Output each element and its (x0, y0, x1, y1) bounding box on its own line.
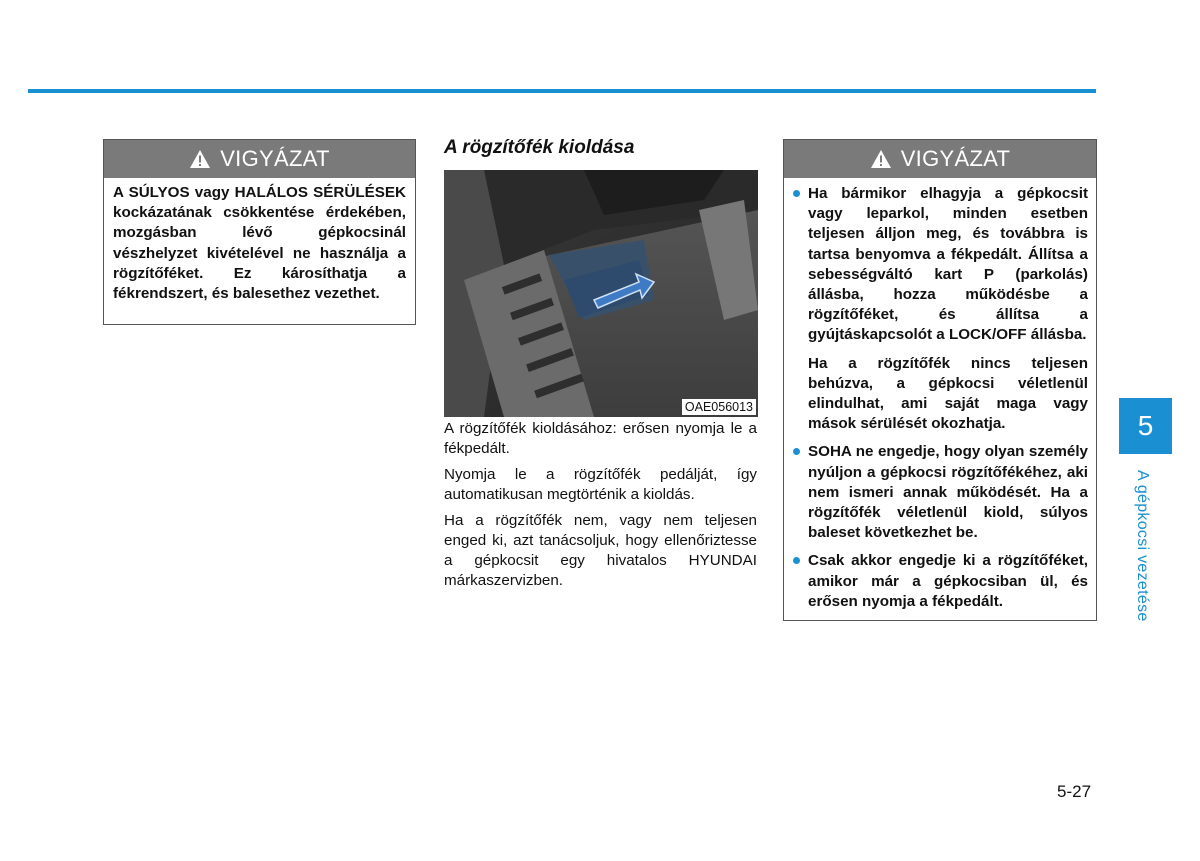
page-number: 5-27 (1057, 782, 1092, 801)
warning-title: VIGYÁZAT (220, 146, 330, 171)
list-item (792, 442, 1088, 543)
list-item (792, 184, 1088, 434)
warning-triangle-icon (189, 149, 211, 169)
warning-bullet-list (792, 184, 1088, 612)
warning-header (104, 140, 415, 178)
paragraph: Nyomja le a rögzítőfék pedálját, így automatikusan megtörténik a kioldás. (444, 466, 757, 503)
paragraph: A rögzítőfék kioldásához: erősen nyomja le a fékpedált. (444, 420, 757, 457)
pedal-illustration (444, 170, 758, 417)
warning-box-left (103, 139, 416, 325)
bullet-text: SOHA ne engedje, hogy olyan személy nyúljon a gépkocsi rögzítőfékéhez, aki nem ismeri annak működését. Ha a rögzítőfék véletlenül kiold, súlyos baleset következhet be. (808, 443, 1088, 542)
paragraph: Ha a rögzítőfék nem, vagy nem teljesen enged ki, azt tanácsoljuk, hogy ellenőriztesse a gépkocsit egy hivatalos HYUNDAI márkaszervizben. (444, 512, 757, 589)
bullet-text: Ha bármikor elhagyja a gépkocsit vagy leparkol, minden esetben teljesen álljon meg, és továbbra is tartsa benyomva a fékpedált. Állítsa a sebességváltó kart P (parkolás) állásba, hozza működésbe a rögzítőféket, és állítsa a gyújtáskapcsolót a LOCK/OFF állásba. (808, 185, 1088, 344)
chapter-number-tab: 5 (1119, 398, 1172, 454)
top-rule (28, 89, 1096, 93)
warning-title: VIGYÁZAT (900, 146, 1011, 171)
section-title: A rögzítőfék kioldása (444, 137, 635, 158)
bullet-extra-text: Ha a rögzítőfék nincs teljesen behúzva, a gépkocsi véletlenül elindulhat, ami saját maga vagy mások sérülését okozhatja. (808, 354, 1088, 433)
warning-box-right (783, 139, 1097, 621)
warning-header (784, 140, 1096, 178)
warning-text (784, 178, 1096, 612)
section-body (444, 419, 757, 597)
list-item (792, 551, 1088, 612)
warning-text: A SÚLYOS vagy HALÁLOS SÉRÜLÉSEK kockázatának csökkentése érdekében, mozgásban lévő gépkocsinál vészhelyzet kivételével ne használja a rögzítőféket. Ez károsíthatja a fékrendszert, és balesethez vezethet. (113, 184, 406, 303)
chapter-label: A gépkocsi vezetése (1134, 470, 1151, 622)
parking-brake-pedal-photo (444, 170, 758, 417)
image-code: OAE056013 (682, 399, 756, 415)
bullet-text: Csak akkor engedje ki a rögzítőféket, amikor már a gépkocsiban ül, és erősen nyomja a fékpedált. (808, 552, 1088, 610)
warning-triangle-icon (870, 149, 892, 169)
